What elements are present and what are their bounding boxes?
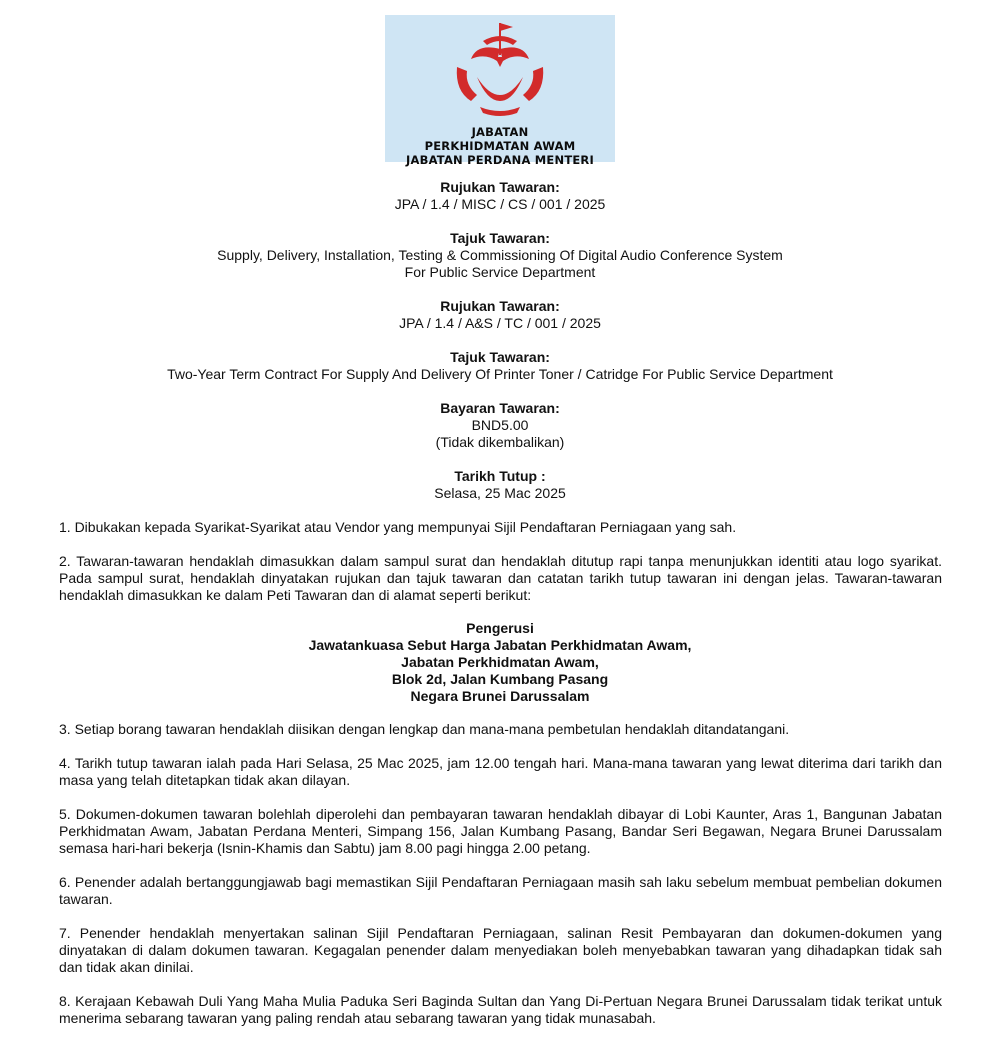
paragraph-4: 4. Tarikh tutup tawaran ialah pada Hari Selasa, 25 Mac 2025, jam 12.00 tengah hari. Mana-mana tawaran yang lewat diterima dari tarikh dan masa yang telah ditetapkan tidak akan dilayan. <box>59 755 942 788</box>
address-line-4: Blok 2d, Jalan Kumbang Pasang <box>391 671 609 687</box>
address-line-3: Jabatan Perkhidmatan Awam, <box>401 654 599 670</box>
paragraph-1: 1. Dibukakan kepada Syarikat-Syarikat atau Vendor yang mempunyai Sijil Pendaftaran Perniagaan yang sah. <box>59 519 737 535</box>
tender-2-title <box>0 349 1000 383</box>
paragraph-5: 5. Dokumen-dokumen tawaran bolehlah diperolehi dan pembayaran tawaran hendaklah dibayar di Lobi Kaunter, Aras 1, Bangunan Jabatan Perkhidmatan Awam, Jabatan Perdana Menteri, Simpang 156, Jalan Kumbang Pasang, Bandar Seri Begawan, Negara Brunei Darussalam semasa hari-hari bekerja (Isnin-Khamis dan Sabtu) jam 8.00 pagi hingga 2.00 petang. <box>59 806 942 856</box>
address-line-1: Pengerusi <box>466 620 534 636</box>
tender-1-title-label: Tajuk Tawaran: <box>450 230 550 246</box>
paragraph-6: 6. Penender adalah bertanggungjawab bagi memastikan Sijil Pendaftaran Perniagaan masih sah laku sebelum membuat pembelian dokumen tawaran. <box>59 874 942 907</box>
fee-note: (Tidak dikembalikan) <box>435 434 565 450</box>
paragraph-2: 2. Tawaran-tawaran hendaklah dimasukkan dalam sampul surat dan hendaklah ditutup rapi tanpa menunjukkan identiti atau logo syarikat. Pada sampul surat, hendaklah dinyatakan rujukan dan tajuk tawaran dan catatan tarikh tutup tawaran ini dengan jelas. Tawaran-tawaran hendaklah dimasukkan ke dalam Peti Tawaran dan di alamat seperti berikut: <box>59 553 942 603</box>
address-line-5: Negara Brunei Darussalam <box>410 688 590 704</box>
closing-label: Tarikh Tutup : <box>454 468 546 484</box>
tender-1-title-line-2: For Public Service Department <box>404 264 596 280</box>
brunei-crest-icon <box>385 15 615 125</box>
tender-2-ref-value: JPA / 1.4 / A&S / TC / 001 / 2025 <box>399 315 601 331</box>
logo-line-3: JABATAN PERDANA MENTERI <box>406 153 594 167</box>
tender-1-title-line-1: Supply, Delivery, Installation, Testing & Commissioning Of Digital Audio Conference System <box>217 247 783 263</box>
tender-2-reference <box>0 298 1000 332</box>
paragraph-8: 8. Kerajaan Kebawah Duli Yang Maha Mulia Paduka Seri Baginda Sultan dan Yang Di-Pertuan Negara Brunei Darussalam tidak terikat untuk menerima sebarang tawaran yang paling rendah atau sebarang tawaran yang tidak munasabah. <box>59 993 942 1026</box>
tender-fee <box>0 400 1000 451</box>
fee-amount: BND5.00 <box>471 417 529 433</box>
fee-label: Bayaran Tawaran: <box>440 400 560 416</box>
department-logo <box>385 15 615 167</box>
logo-line-2: PERKHIDMATAN AWAM <box>424 139 576 153</box>
tender-1-ref-label: Rujukan Tawaran: <box>440 179 560 195</box>
tender-2-title-line-1: Two-Year Term Contract For Supply And Delivery Of Printer Toner / Catridge For Public Service Department <box>167 366 833 382</box>
closing-date <box>0 468 1000 502</box>
address-line-2: Jawatankuasa Sebut Harga Jabatan Perkhidmatan Awam, <box>308 637 692 653</box>
paragraph-3: 3. Setiap borang tawaran hendaklah diisikan dengan lengkap dan mana-mana pembetulan hendaklah ditandatangani. <box>59 721 790 737</box>
closing-date-value: Selasa, 25 Mac 2025 <box>434 485 566 501</box>
tender-2-ref-label: Rujukan Tawaran: <box>440 298 560 314</box>
submission-address <box>0 620 1000 705</box>
paragraph-7: 7. Penender hendaklah menyertakan salinan Sijil Pendaftaran Perniagaan, salinan Resit Pembayaran dan dokumen-dokumen yang dinyatakan di dalam dokumen tawaran. Kegagalan penender dalam menyediakan boleh menyebabkan tawaran yang dihadapkan tidak sah dan tidak akan dinilai. <box>59 925 942 975</box>
tender-2-title-label: Tajuk Tawaran: <box>450 349 550 365</box>
tender-1-title <box>0 230 1000 281</box>
tender-1-ref-value: JPA / 1.4 / MISC / CS / 001 / 2025 <box>394 196 606 212</box>
logo-line-1: JABATAN <box>471 125 529 139</box>
tender-1-reference <box>0 179 1000 213</box>
